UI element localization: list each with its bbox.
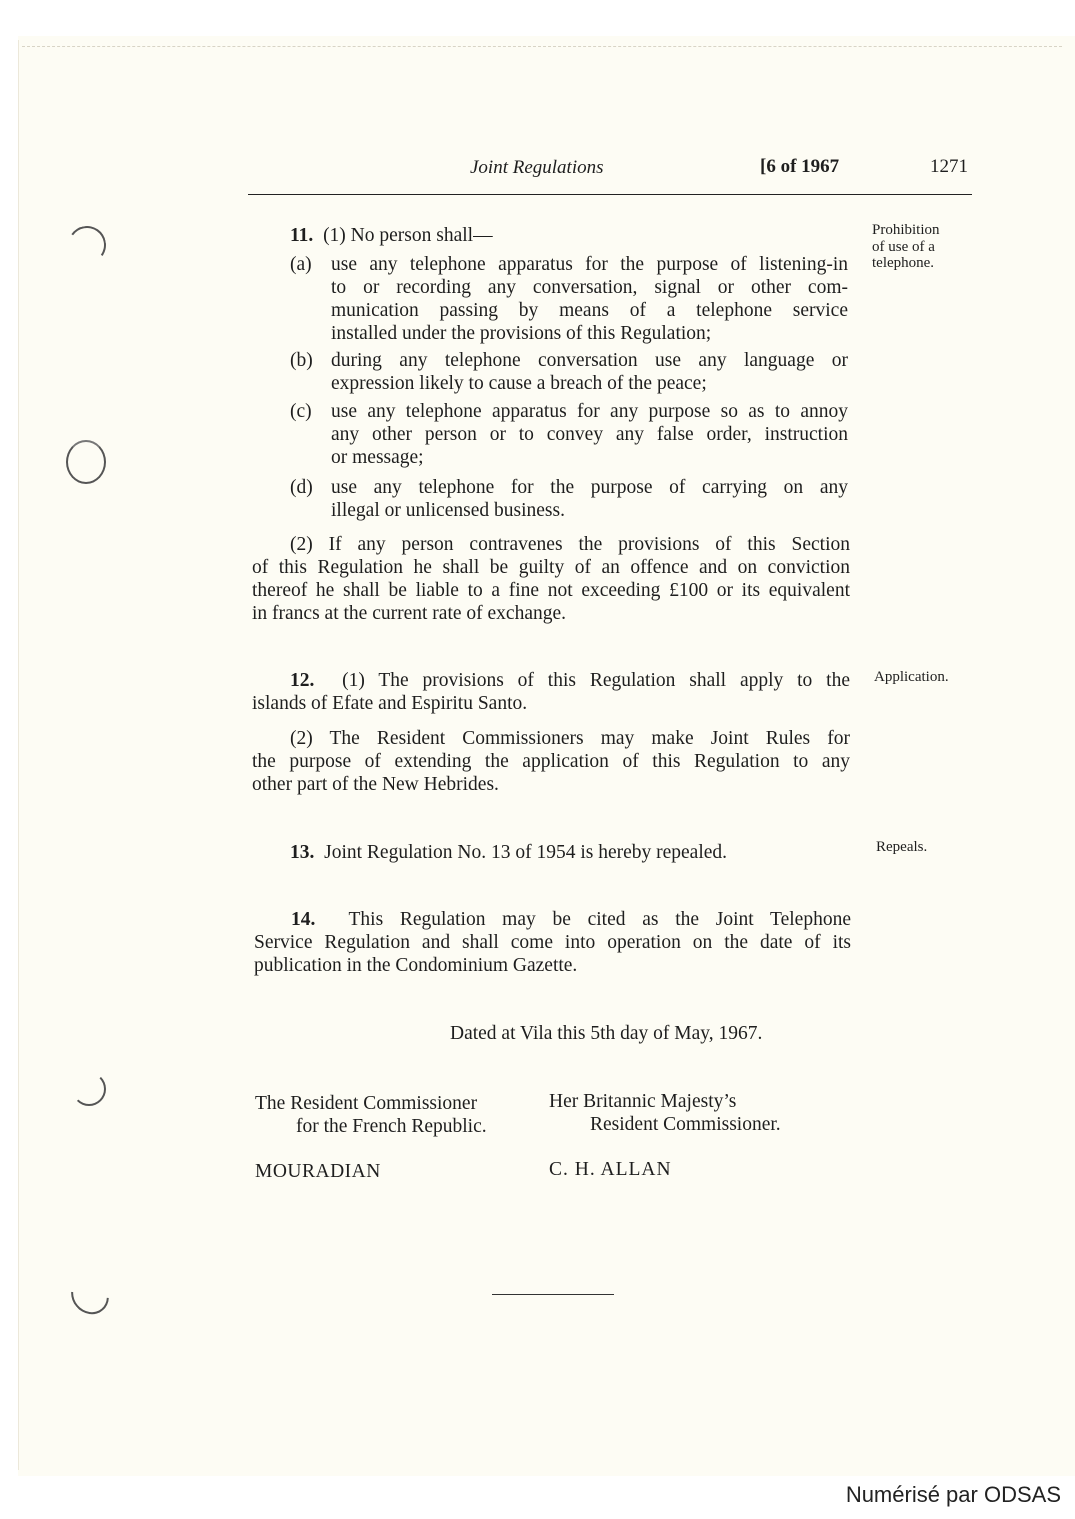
- dated-line: Dated at Vila this 5th day of May, 1967.: [450, 1023, 763, 1044]
- scan-left-edge: [18, 40, 19, 1470]
- margin-note-repeals: Repeals.: [876, 839, 928, 855]
- item-c-text: use any telephone apparatus for any purpose so as to annoy any other person or to convey any false order, instruction or message;: [331, 401, 848, 468]
- margin-note-line: telephone.: [872, 255, 935, 271]
- margin-note-line: Prohibition: [872, 222, 940, 238]
- section-12-subsection-2: (2) The Resident Commissioners may make Joint Rules for the purpose of extending the application of this Regulation to any other part of the New Hebrides.: [252, 728, 850, 795]
- margin-note-application: Application.: [874, 669, 949, 685]
- section-14: 14. This Regulation may be cited as the Joint Telephone Service Regulation and shall come into operation on the date of its publication in the Condominium Gazette.: [254, 909, 851, 976]
- section-11-intro: (1) No person shall—: [323, 225, 493, 246]
- section-13: 13. Joint Regulation No. 13 of 1954 is hereby repealed.: [290, 842, 728, 863]
- running-title: Joint Regulations: [470, 157, 604, 178]
- section-11-subsection-2: (2) If any person contravenes the provisions of this Section of this Regulation he shall be guilty of an offence and on conviction thereof he shall be liable to a fine not exceeding £100 or its equivalent in francs at the current rate of exchange.: [252, 534, 850, 624]
- section-11-heading: [290, 224, 493, 247]
- signatory-name-british: C. H. ALLAN: [549, 1159, 672, 1180]
- section-number: 11.: [290, 225, 314, 246]
- item-label: (a): [290, 254, 312, 275]
- item-b-text: during any telephone conversation use any language or expression likely to cause a breach of the peace;: [331, 350, 848, 394]
- digitization-credit: Numérisé par ODSAS: [845, 1482, 1061, 1507]
- page-number: 1271: [930, 156, 968, 177]
- section-12-subsection-1: 12. (1) The provisions of this Regulation shall apply to the islands of Efate and Espiritu Santo.: [252, 670, 850, 714]
- punch-hole: [72, 1072, 106, 1106]
- item-label: (b): [290, 350, 313, 371]
- section-number: 12.: [290, 670, 315, 691]
- punch-hole: [66, 440, 106, 484]
- item-label: (d): [290, 477, 313, 498]
- item-a-text: use any telephone apparatus for the purpose of listening-in to or recording any conversation, signal or other com- munication passing by means of a telephone service installed under the provisions of this Regulation;: [331, 254, 848, 344]
- scan-top-edge: [22, 46, 1062, 47]
- signatory-british: Her Britannic Majesty’s Resident Commissioner.: [549, 1091, 781, 1135]
- item-d-text: use any telephone for the purpose of carrying on any illegal or unlicensed business.: [331, 477, 848, 521]
- signatory-french: The Resident Commissioner for the French Republic.: [255, 1093, 487, 1137]
- signatory-name-french: MOURADIAN: [255, 1161, 381, 1182]
- margin-note-prohibition: [872, 222, 940, 272]
- end-rule: [492, 1294, 614, 1295]
- section-number: 14.: [291, 909, 316, 930]
- regulation-reference: [6 of 1967: [760, 156, 840, 177]
- item-label: (c): [290, 401, 312, 422]
- header-rule: [248, 194, 972, 195]
- section-number: 13.: [290, 842, 315, 863]
- margin-note-line: of use of a: [872, 238, 935, 255]
